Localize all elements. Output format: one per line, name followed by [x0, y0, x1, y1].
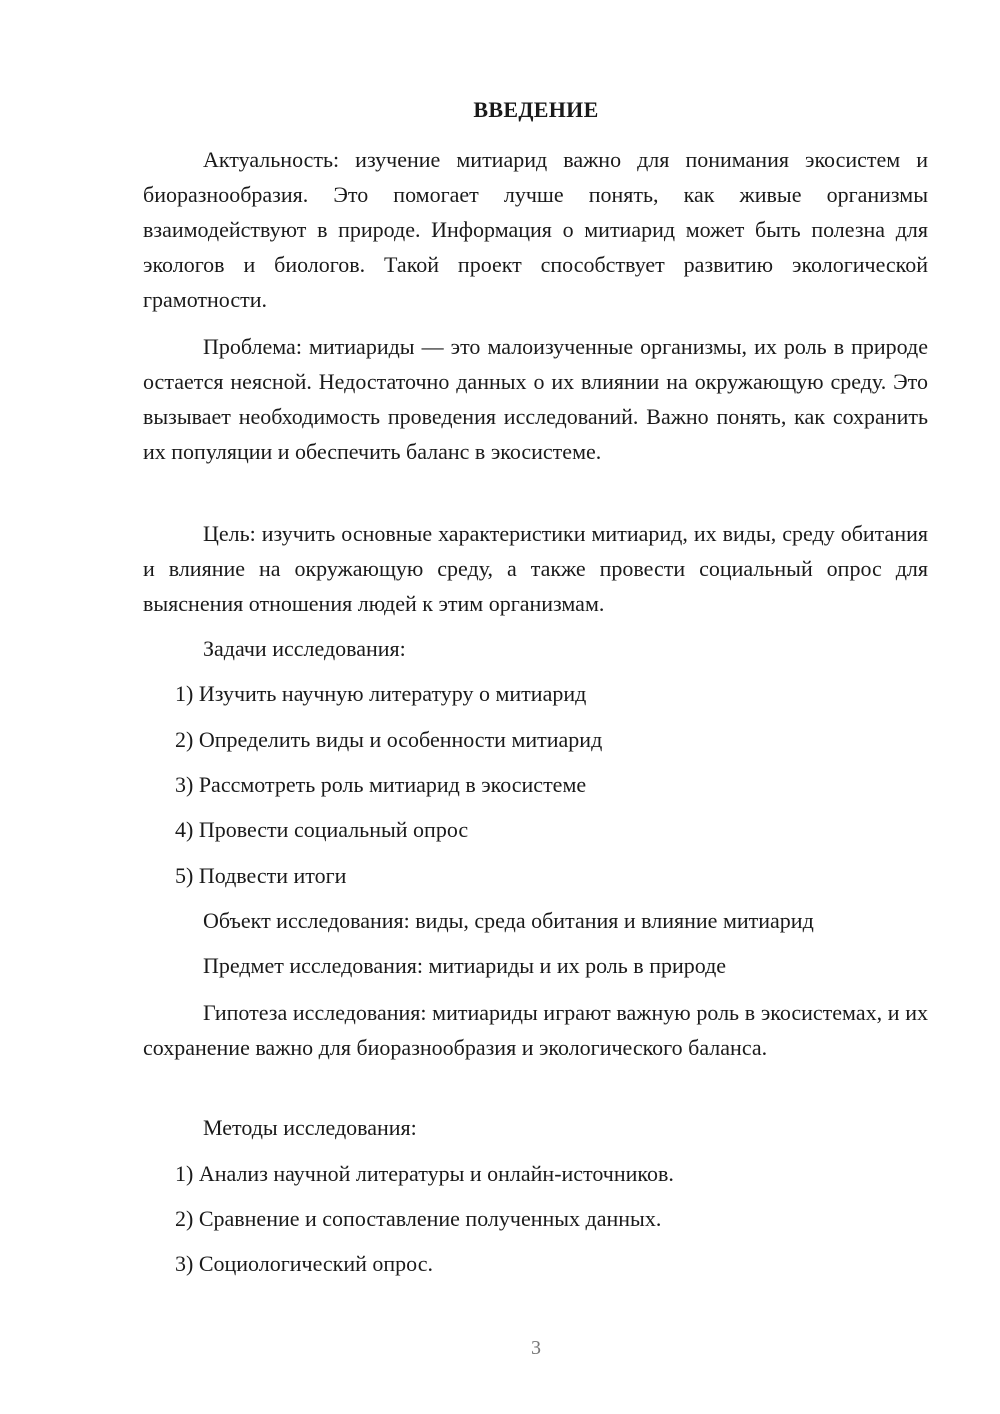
task-item: 1) Изучить научную литературу о митиарид	[175, 681, 587, 706]
goal-paragraph: Цель: изучить основные характеристики митиарид, их виды, среду обитания и влияние на окружающую среду, а также провести социальный опрос для выяснения отношения людей к этим организмам.	[143, 521, 928, 616]
task-item: 3) Рассмотреть роль митиарид в экосистеме	[175, 772, 587, 797]
relevance-paragraph: Актуальность: изучение митиарид важно для понимания экосистем и биоразнообразия. Это помогает лучше понять, как живые организмы взаимодействуют в природе. Информация о митиарид может быть полезна для экологов и биологов. Такой проект способствует развитию экологической грамотности.	[143, 147, 928, 312]
methods-title: Методы исследования:	[203, 1115, 417, 1140]
object-line: Объект исследования: виды, среда обитания и влияние митиарид	[203, 908, 814, 933]
subject-line: Предмет исследования: митиариды и их роль в природе	[203, 953, 727, 978]
tasks-title: Задачи исследования:	[203, 636, 406, 661]
task-item: 2) Определить виды и особенности митиарид	[175, 727, 603, 752]
page-title: ВВЕДЕНИЕ	[473, 97, 599, 122]
problem-paragraph: Проблема: митиариды — это малоизученные организмы, их роль в природе остается неясной. Недостаточно данных о их влиянии на окружающую среду. Это вызывает необходимость проведения исследований. Важно понять, как сохранить их популяции и обеспечить баланс в экосистеме.	[143, 334, 928, 464]
task-item: 5) Подвести итоги	[175, 863, 347, 888]
method-item: 2) Сравнение и сопоставление полученных данных.	[175, 1206, 662, 1231]
method-item: 1) Анализ научной литературы и онлайн-источников.	[175, 1161, 674, 1186]
page-number: 3	[531, 1337, 541, 1359]
hypothesis-paragraph: Гипотеза исследования: митиариды играют важную роль в экосистемах, и их сохранение важно для биоразнообразия и экологического баланса.	[143, 1000, 928, 1060]
method-item: 3) Социологический опрос.	[175, 1251, 433, 1276]
task-item: 4) Провести социальный опрос	[175, 817, 469, 842]
